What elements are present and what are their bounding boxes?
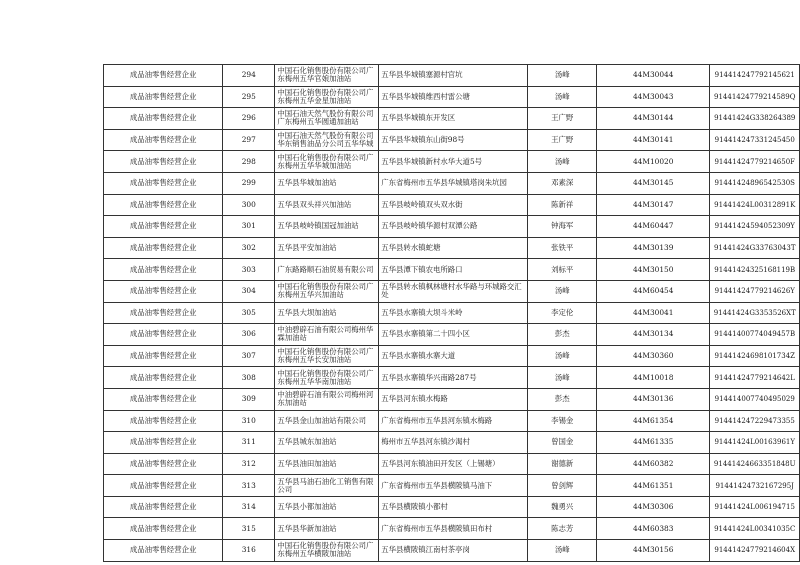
cell-station-name: 中油碧辟石油有限公司梅州河东加油站 [275,388,379,410]
cell-legal-representative: 彭杰 [528,324,597,346]
cell-address: 广东省梅州市五华县华城镇塔岗朱坑园 [379,172,528,194]
cell-address: 五华县水寨镇大坝斗米岭 [379,302,528,324]
cell-credit-code: 91441424779214642L [710,367,800,389]
cell-address: 五华县华城镇新村水华大道5号 [379,151,528,173]
cell-address: 五华县转水镇枫林塘村水华路与环城路交汇处 [379,280,528,302]
cell-serial-number: 306 [223,324,275,346]
cell-serial-number: 304 [223,280,275,302]
cell-legal-representative: 曾国金 [528,432,597,454]
table-row [104,65,800,87]
cell-station-name: 中油碧辟石油有限公司梅州华霖加油站 [275,324,379,346]
cell-company-type: 成品油零售经营企业 [104,302,223,324]
cell-license-number: 44M30360 [596,345,710,367]
cell-company-type: 成品油零售经营企业 [104,453,223,475]
cell-company-type: 成品油零售经营企业 [104,540,223,562]
cell-credit-code: 91441424G33763043T [710,237,800,259]
cell-station-name: 五华县小都加油站 [275,496,379,518]
cell-station-name: 中国石化销售股份有限公司广东梅州五华金星加油站 [275,86,379,108]
cell-station-name: 五华县平安加油站 [275,237,379,259]
cell-company-type: 成品油零售经营企业 [104,345,223,367]
cell-legal-representative: 王广野 [528,129,597,151]
cell-license-number: 44M60383 [596,518,710,540]
cell-address: 五华县华城镇塞源村官坑 [379,65,528,87]
cell-license-number: 44M30306 [596,496,710,518]
cell-legal-representative: 彭杰 [528,388,597,410]
cell-company-type: 成品油零售经营企业 [104,259,223,281]
cell-station-name: 中国石化销售股份有限公司广东梅州五华兴加油站 [275,280,379,302]
cell-address: 五华县华城镇维西村雷公塘 [379,86,528,108]
cell-legal-representative: 陈新祥 [528,194,597,216]
cell-company-type: 成品油零售经营企业 [104,475,223,497]
cell-address: 五华县转水镇蛇塘 [379,237,528,259]
cell-company-type: 成品油零售经营企业 [104,216,223,238]
cell-credit-code: 91441424779214626Y [710,280,800,302]
cell-serial-number: 316 [223,540,275,562]
cell-serial-number: 297 [223,129,275,151]
cell-station-name: 五华县城东加油站 [275,432,379,454]
table-row [104,432,800,454]
cell-credit-code: 91441424L00619471​5 [710,496,800,518]
cell-serial-number: 302 [223,237,275,259]
table-row [104,194,800,216]
cell-license-number: 44M60447 [596,216,710,238]
table-row [104,453,800,475]
cell-legal-representative: 王广野 [528,108,597,130]
cell-license-number: 44M30134 [596,324,710,346]
cell-credit-code: 91441424779214589Q [710,86,800,108]
table-row [104,237,800,259]
cell-legal-representative: 谢德新 [528,453,597,475]
cell-station-name: 中国石化销售股份有限公司广东梅州五华长安加油站 [275,345,379,367]
cell-legal-representative: 张铁平 [528,237,597,259]
cell-license-number: 44M30147 [596,194,710,216]
cell-license-number: 44M61354 [596,410,710,432]
cell-credit-code: 91441424779214650F [710,151,800,173]
cell-serial-number: 303 [223,259,275,281]
cell-credit-code: 91441424L00341035C [710,518,800,540]
cell-company-type: 成品油零售经营企业 [104,518,223,540]
cell-serial-number: 313 [223,475,275,497]
cell-company-type: 成品油零售经营企业 [104,65,223,87]
table-row [104,410,800,432]
cell-legal-representative: 汤峰 [528,345,597,367]
table-row [104,367,800,389]
cell-station-name: 中国石油天然气股份有限公司华东销售油品分公司五华华城 [275,129,379,151]
cell-credit-code: 91441424594052309Y [710,216,800,238]
cell-station-name: 中国石化销售股份有限公司广东梅州五华横陂加油站 [275,540,379,562]
table-row [104,172,800,194]
cell-credit-code: 91441400774049457B [710,324,800,346]
table-row [104,388,800,410]
cell-company-type: 成品油零售经营企业 [104,151,223,173]
cell-license-number: 44M30041 [596,302,710,324]
cell-legal-representative: 李锡金 [528,410,597,432]
cell-station-name: 五华县金山加油站有限公司 [275,410,379,432]
cell-credit-code: 91441400774049502​9 [710,388,800,410]
cell-credit-code: 91441424L00163961Y [710,432,800,454]
cell-company-type: 成品油零售经营企业 [104,194,223,216]
cell-credit-code: 91441424663351848U [710,453,800,475]
cell-company-type: 成品油零售经营企业 [104,237,223,259]
cell-company-type: 成品油零售经营企业 [104,496,223,518]
cell-station-name: 五华县双头祥兴加油站 [275,194,379,216]
cell-company-type: 成品油零售经营企业 [104,410,223,432]
cell-credit-code: 91441424G338264389 [710,108,800,130]
cell-address: 梅州市五华县河东镇沙渴村 [379,432,528,454]
table-row [104,540,800,562]
cell-station-name: 中国石油天然气股份有限公司广东梅州五华圆通加油站 [275,108,379,130]
cell-credit-code: 91441424G3353526XT [710,302,800,324]
cell-license-number: 44M30141 [596,129,710,151]
cell-serial-number: 295 [223,86,275,108]
cell-address: 五华县水寨镇水寨大道 [379,345,528,367]
table-row [104,302,800,324]
cell-credit-code: 91441424779214604X [710,540,800,562]
records-table-container [103,64,800,562]
cell-legal-representative: 李定伦 [528,302,597,324]
cell-license-number: 44M30043 [596,86,710,108]
cell-company-type: 成品油零售经营企业 [104,108,223,130]
cell-serial-number: 307 [223,345,275,367]
cell-serial-number: 301 [223,216,275,238]
cell-license-number: 44M30156 [596,540,710,562]
cell-station-name: 五华县大坝加油站 [275,302,379,324]
table-row [104,324,800,346]
cell-legal-representative: 邓素深 [528,172,597,194]
cell-company-type: 成品油零售经营企业 [104,324,223,346]
cell-legal-representative: 魏勇兴 [528,496,597,518]
cell-station-name: 五华县岐岭镇国冠加油站 [275,216,379,238]
cell-license-number: 44M30150 [596,259,710,281]
cell-serial-number: 310 [223,410,275,432]
cell-credit-code: 91441424325168119B [710,259,800,281]
cell-credit-code: 91441424896542530S [710,172,800,194]
cell-address: 五华县华城镇东山街98号 [379,129,528,151]
cell-serial-number: 309 [223,388,275,410]
cell-station-name: 五华县油田加油站 [275,453,379,475]
cell-legal-representative: 刘标平 [528,259,597,281]
cell-serial-number: 299 [223,172,275,194]
cell-address: 五华县潭下镇农电所路口 [379,259,528,281]
table-row [104,518,800,540]
cell-company-type: 成品油零售经营企业 [104,172,223,194]
cell-legal-representative: 曾剑辉 [528,475,597,497]
cell-serial-number: 305 [223,302,275,324]
table-row [104,129,800,151]
cell-company-type: 成品油零售经营企业 [104,432,223,454]
cell-serial-number: 296 [223,108,275,130]
cell-license-number: 44M30139 [596,237,710,259]
cell-station-name: 五华县华新加油站 [275,518,379,540]
table-row [104,345,800,367]
table-row [104,259,800,281]
cell-address: 五华县河东镇油田开发区（上锡塘） [379,453,528,475]
cell-station-name: 广东路路顺石油贸易有限公司 [275,259,379,281]
cell-serial-number: 308 [223,367,275,389]
cell-license-number: 44M60454 [596,280,710,302]
cell-station-name: 中国石化销售股份有限公司广东梅州五华官娘加油站 [275,65,379,87]
cell-company-type: 成品油零售经营企业 [104,280,223,302]
cell-serial-number: 314 [223,496,275,518]
cell-license-number: 44M30145 [596,172,710,194]
cell-license-number: 44M61335 [596,432,710,454]
cell-address: 五华县河东镇水梅路 [379,388,528,410]
cell-credit-code: 914414247331245450 [710,129,800,151]
table-row [104,216,800,238]
cell-serial-number: 294 [223,65,275,87]
cell-credit-code: 91441424732167295J [710,475,800,497]
cell-address: 五华县华城镇东开发区 [379,108,528,130]
cell-legal-representative: 汤峰 [528,151,597,173]
records-table-body [104,65,800,562]
cell-address: 五华县水寨镇华兴南路287号 [379,367,528,389]
cell-license-number: 44M30144 [596,108,710,130]
cell-credit-code: 91441424698101734Z [710,345,800,367]
cell-address: 五华县岐岭镇双头双水街 [379,194,528,216]
cell-serial-number: 298 [223,151,275,173]
cell-address: 广东省梅州市五华县横陂镇马油下 [379,475,528,497]
cell-legal-representative: 汤峰 [528,367,597,389]
cell-license-number: 44M10020 [596,151,710,173]
cell-legal-representative: 汤峰 [528,65,597,87]
cell-legal-representative: 汤峰 [528,86,597,108]
cell-credit-code: 914414247792145621 [710,65,800,87]
records-table [103,64,800,562]
cell-serial-number: 312 [223,453,275,475]
cell-license-number: 44M30044 [596,65,710,87]
cell-address: 广东省梅州市五华县河东镇水梅路 [379,410,528,432]
cell-address: 五华县横陂镇江南村茶亭岗 [379,540,528,562]
cell-station-name: 五华县华城加油站 [275,172,379,194]
cell-license-number: 44M61351 [596,475,710,497]
cell-credit-code: 914414247229473355 [710,410,800,432]
table-row [104,108,800,130]
cell-license-number: 44M10018 [596,367,710,389]
table-row [104,475,800,497]
cell-company-type: 成品油零售经营企业 [104,86,223,108]
cell-legal-representative: 钟海军 [528,216,597,238]
cell-address: 广东省梅州市五华县横陂镇田布村 [379,518,528,540]
cell-station-name: 五华县马油石油化工销售有限公司 [275,475,379,497]
cell-serial-number: 315 [223,518,275,540]
cell-station-name: 中国石化销售股份有限公司广东梅州五华华南加油站 [275,367,379,389]
cell-legal-representative: 汤峰 [528,540,597,562]
cell-credit-code: 91441424L00312891K [710,194,800,216]
cell-legal-representative: 陈志芳 [528,518,597,540]
cell-station-name: 中国石化销售股份有限公司广东梅州五华华城加油站 [275,151,379,173]
cell-license-number: 44M60382 [596,453,710,475]
cell-company-type: 成品油零售经营企业 [104,388,223,410]
cell-address: 五华县岐岭镇华源村双潭公路 [379,216,528,238]
cell-legal-representative: 汤峰 [528,280,597,302]
cell-serial-number: 300 [223,194,275,216]
table-row [104,496,800,518]
cell-license-number: 44M30136 [596,388,710,410]
cell-company-type: 成品油零售经营企业 [104,367,223,389]
cell-company-type: 成品油零售经营企业 [104,129,223,151]
cell-serial-number: 311 [223,432,275,454]
cell-address: 五华县横陂镇小都村 [379,496,528,518]
table-row [104,151,800,173]
table-row [104,280,800,302]
cell-address: 五华县水寨镇第二十四小区 [379,324,528,346]
table-row [104,86,800,108]
